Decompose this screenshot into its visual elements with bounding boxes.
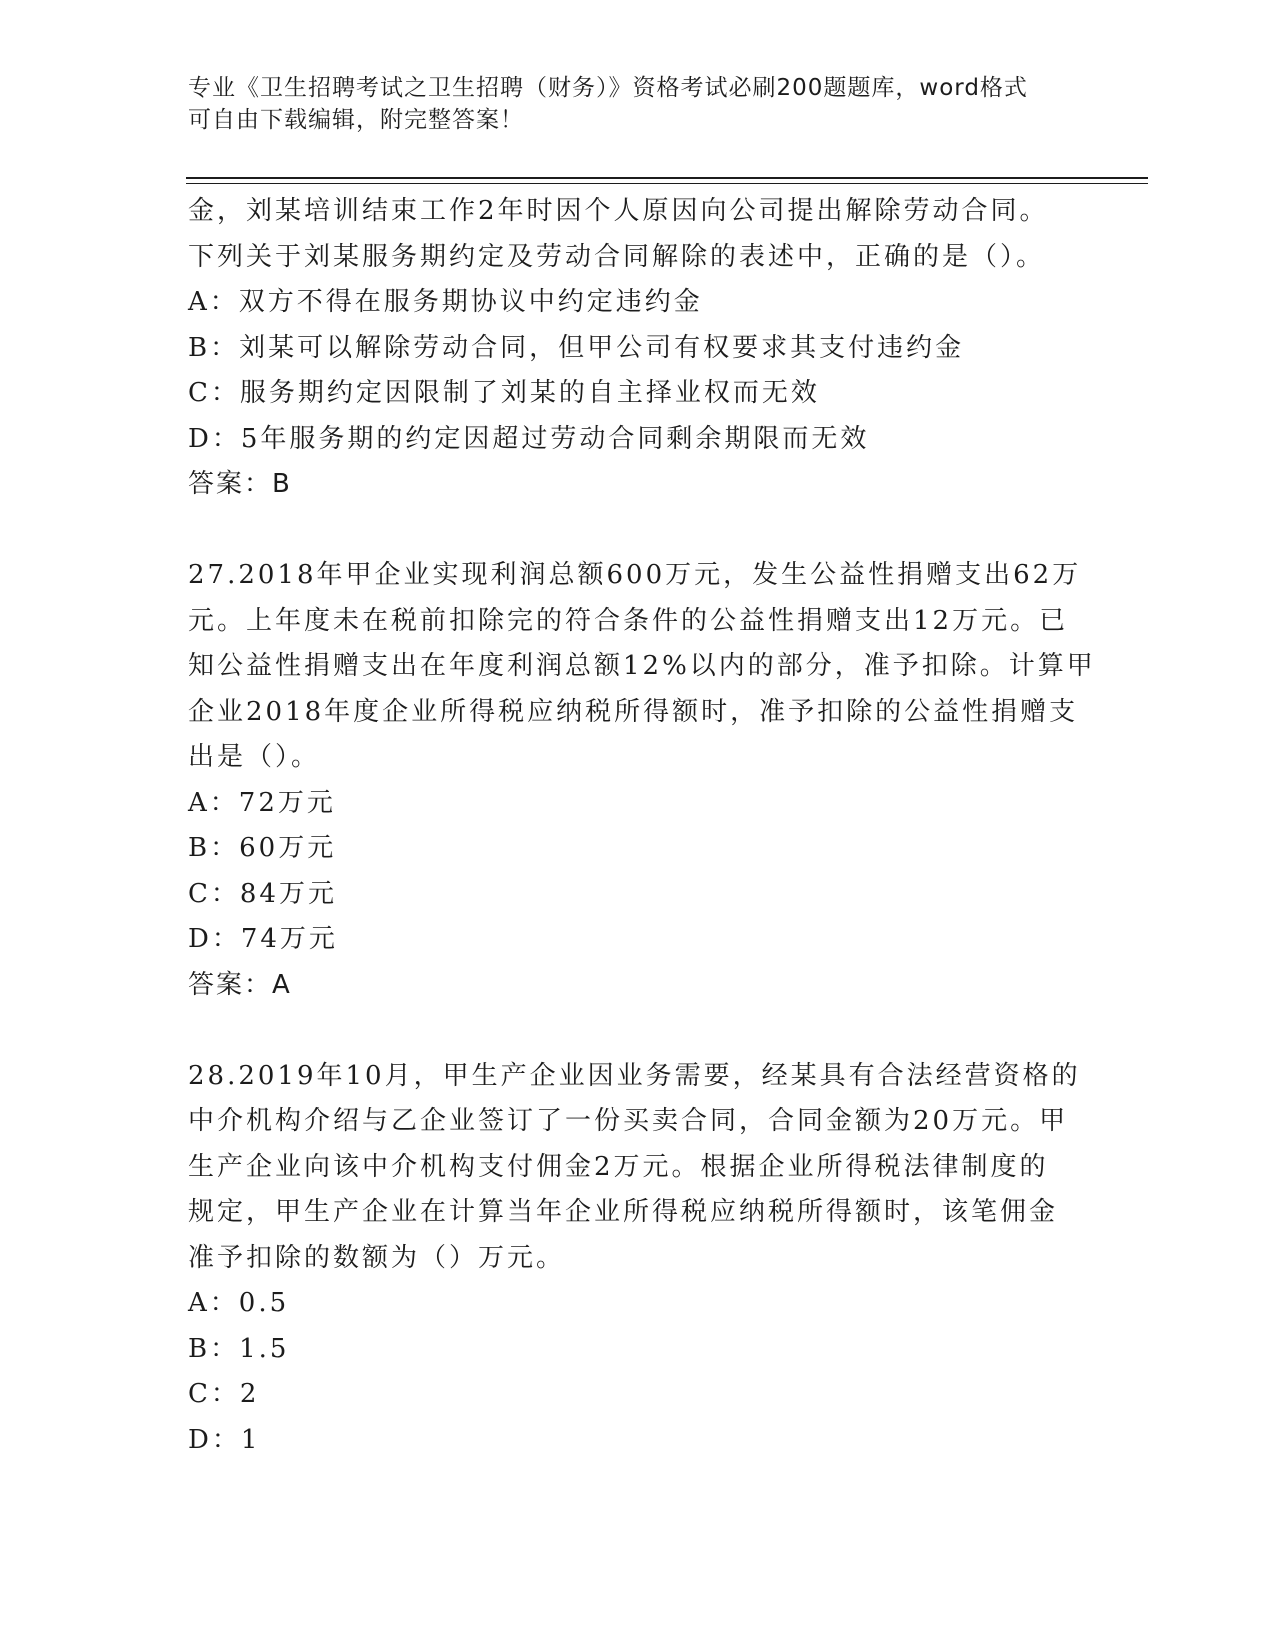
option-a: A：双方不得在服务期协议中约定违约金	[188, 287, 703, 317]
question-27	[188, 553, 1096, 1008]
spacer	[188, 1008, 1078, 1054]
question-stem-line: 中介机构介绍与乙企业签订了一份买卖合同，合同金额为20万元。甲	[188, 1106, 1069, 1136]
question-stem-line: 金，刘某培训结束工作2年时因个人原因向公司提出解除劳动合同。	[188, 196, 1049, 226]
option-a: A：0.5	[188, 1288, 290, 1318]
header-rule-thin	[186, 183, 1148, 184]
option-a: A：72万元	[188, 787, 336, 818]
option-c: C：84万元	[188, 878, 337, 909]
question-stem-line: 生产企业向该中介机构支付佣金2万元。根据企业所得税法律制度的	[188, 1151, 1049, 1182]
option-d: D：1	[188, 1424, 261, 1455]
answer-line: 答案：A	[188, 969, 292, 1000]
question-stem-line: 28.2019年10月，甲生产企业因业务需要，经某具有合法经营资格的	[188, 1060, 1081, 1091]
question-26	[188, 189, 1078, 508]
question-stem-line: 规定，甲生产企业在计算当年企业所得税应纳税所得额时，该笔佣金	[188, 1197, 1059, 1227]
answer-line: 答案：B	[188, 469, 292, 499]
spacer	[188, 508, 1078, 554]
question-stem-line: 27.2018年甲企业实现利润总额600万元，发生公益性捐赠支出62万	[188, 560, 1082, 590]
header-line: 可自由下载编辑，附完整答案！	[188, 107, 524, 133]
option-c: C：2	[188, 1379, 260, 1409]
option-b: B：刘某可以解除劳动合同，但甲公司有权要求其支付违约金	[188, 332, 965, 363]
question-list	[188, 189, 1096, 1463]
header-rule-thick	[186, 177, 1148, 179]
question-stem-line: 企业2018年度企业所得税应纳税所得额时，准予扣除的公益性捐赠支	[188, 696, 1079, 727]
question-stem-line: 准予扣除的数额为（）万元。	[188, 1242, 566, 1273]
question-stem-line: 知公益性捐赠支出在年度利润总额12%以内的部分，准予扣除。计算甲	[188, 651, 1096, 681]
question-stem-line: 下列关于刘某服务期约定及劳动合同解除的表述中，正确的是（）。	[188, 241, 1046, 272]
option-d: D：74万元	[188, 924, 338, 954]
option-b: B：60万元	[188, 833, 337, 863]
option-b: B：1.5	[188, 1333, 290, 1364]
option-d: D：5年服务期的约定因超过劳动合同剩余期限而无效	[188, 423, 870, 454]
question-stem-line: 出是（）。	[188, 742, 321, 772]
header-line: 专业《卫生招聘考试之卫生招聘（财务）》资格考试必刷200题题库，word格式	[188, 75, 1028, 101]
question-stem-line: 元。上年度未在税前扣除完的符合条件的公益性捐赠支出12万元。已	[188, 605, 1069, 636]
option-c: C：服务期约定因限制了刘某的自主择业权而无效	[188, 378, 820, 408]
page-header	[188, 72, 1068, 136]
question-28	[188, 1054, 1081, 1464]
